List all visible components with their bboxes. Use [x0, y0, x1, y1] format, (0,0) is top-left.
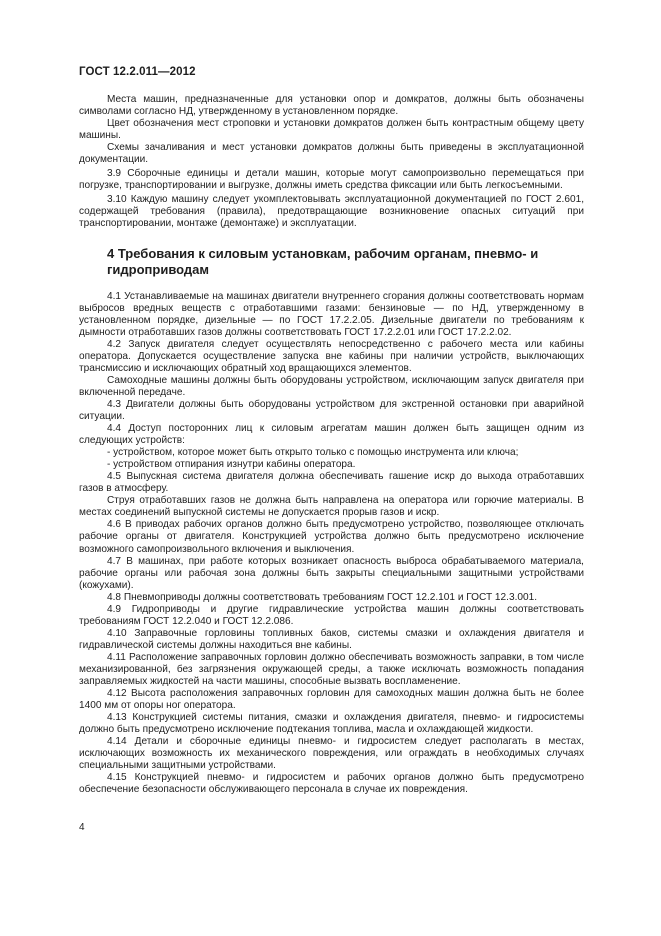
paragraph: Цвет обозначения мест строповки и установки домкратов должен быть контрастным общему цвету машины.: [79, 118, 584, 142]
list-item: - устройством, которое может быть открыто только с помощью инструмента или ключа;: [107, 447, 519, 459]
clause-4-13: 4.13 Конструкцией системы питания, смазки и охлаждения двигателя, пневмо- и гидросистемы должно быть предусмотрено исключение подтекания топлива, масла и охлаждающей жидкости.: [79, 712, 584, 736]
clause-4-10: 4.10 Заправочные горловины топливных баков, системы смазки и охлаждения двигателя и гидравлической системы должны находиться вне кабины.: [79, 627, 584, 651]
section-heading: 4 Требования к силовым установкам, рабочим органам, пневмо- и гидроприводам: [107, 245, 539, 277]
page-number: 4: [79, 822, 85, 833]
paragraph: Струя отработавших газов не должна быть направлена на оператора или горючие материалы. В местах соединений выпускной системы не допускается прорыв газов и искр.: [79, 495, 584, 519]
paragraph: Самоходные машины должны быть оборудованы устройством, исключающим запуск двигателя при включенной передаче.: [79, 374, 584, 398]
clause-4-14: 4.14 Детали и сборочные единицы пневмо- и гидросистем следует располагать в местах, исключающих возможность их механического повреждения, или ограждать в необходимых случаях специальными защитными устройствами.: [79, 736, 584, 772]
clause-4-4: 4.4 Доступ посторонних лиц к силовым агрегатам машин должен быть защищен одним из следующих устройств:: [79, 423, 584, 447]
clause-4-6: 4.6 В приводах рабочих органов должно быть предусмотрено устройство, позволяющее отключать рабочие органы от двигателя. Конструкцией устройства должно быть предусмотрено исключение возможного самопроизвольного включения и выключения.: [79, 519, 584, 555]
clause-4-5: 4.5 Выпускная система двигателя должна обеспечивать гашение искр до выхода отработавших газов в атмосферу.: [79, 471, 584, 495]
list-item: - устройством отпирания изнутри кабины оператора.: [107, 459, 356, 471]
clause-4-12: 4.12 Высота расположения заправочных горловин для самоходных машин должна быть не более 1400 мм от опоры ног оператора.: [79, 688, 584, 712]
clause-4-2: 4.2 Запуск двигателя следует осуществлять непосредственно с рабочего места или кабины оператора. Допускается осуществление запуска вне кабины при наличии устройств, выключающих трансмиссию и исключающих обратный ход вращающихся элементов.: [79, 338, 584, 374]
paragraph: Схемы зачаливания и мест установки домкратов должны быть приведены в эксплуатационной документации.: [79, 142, 584, 166]
paragraph: Места машин, предназначенные для установки опор и домкратов, должны быть обозначены символами согласно НД, утвержденному в установленном порядке.: [79, 94, 584, 118]
clause-3-10: 3.10 Каждую машину следует укомплектовывать эксплуатационной документацией по ГОСТ 2.601, содержащей требования (правила), предотвращающие возникновение опасных ситуаций при транспортировании, монтаже (демонтаже) и эксплуатации.: [79, 194, 584, 230]
clause-4-9: 4.9 Гидроприводы и другие гидравлические устройства машин должны соответствовать требованиям ГОСТ 12.2.040 и ГОСТ 12.2.086.: [79, 603, 584, 627]
clause-3-9: 3.9 Сборочные единицы и детали машин, которые могут самопроизвольно перемещаться при погрузке, транспортировании и выгрузке, должны иметь средства фиксации или быть легкосъемными.: [79, 168, 584, 192]
clause-4-11: 4.11 Расположение заправочных горловин должно обеспечивать возможность заправки, в том числе механизированной, без загрязнения окружающей среды, а также исключать возможность попадания заправляемых жидкостей на части машины, способные вызвать воспламенение.: [79, 651, 584, 688]
document-body: [79, 94, 584, 796]
clause-4-8: 4.8 Пневмоприводы должны соответствовать требованиям ГОСТ 12.2.101 и ГОСТ 12.3.001.: [107, 591, 538, 603]
clause-4-15: 4.15 Конструкцией пневмо- и гидросистем и рабочих органов должно быть предусмотрено обеспечение безопасности обслуживающего персонала в случае их повреждения.: [79, 772, 584, 796]
clause-4-3: 4.3 Двигатели должны быть оборудованы устройством для экстренной остановки при аварийной ситуации.: [79, 398, 584, 422]
clause-4-1: 4.1 Устанавливаемые на машинах двигатели внутреннего сгорания должны соответствовать нормам выбросов вредных веществ с отработавшими газами: бензиновые — по НД, утвержденному в установленном порядке, дизельные — по ГОСТ 17.2.2.05. Дизельные двигатели по требованиям к дымности отработавших газов должны соответствовать ГОСТ 17.2.2.01 или ГОСТ 17.2.2.02.: [79, 290, 584, 338]
document-header: ГОСТ 12.2.011—2012: [79, 66, 196, 78]
clause-4-7: 4.7 В машинах, при работе которых возникает опасность выброса обрабатываемого материала, рабочие органы или рабочая зона должны быть закрыты специальными защитными устройствами (кожухами).: [79, 555, 584, 591]
